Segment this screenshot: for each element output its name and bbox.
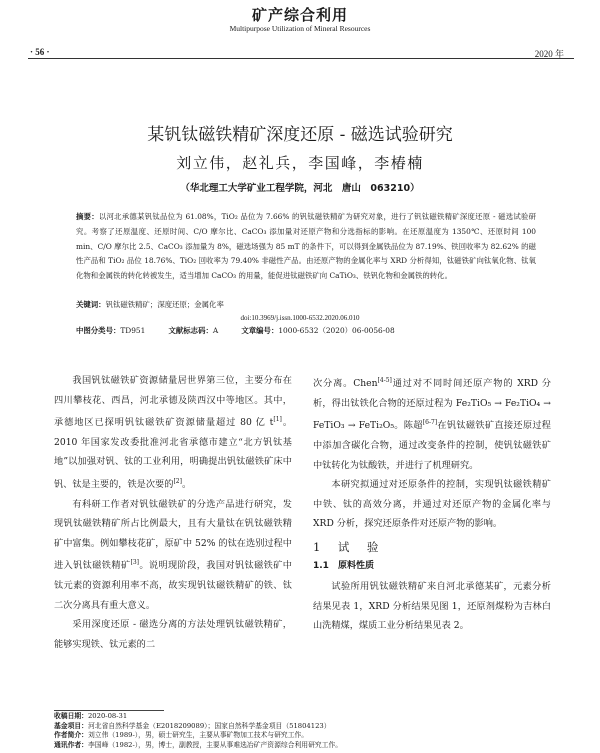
keywords xyxy=(76,299,536,310)
journal-english-name: Multipurpose Utilization of Mineral Resources xyxy=(229,24,371,33)
abstract xyxy=(76,210,536,284)
article-no-value: 1000-6532（2020）06-0056-08 xyxy=(278,326,395,335)
issue-year: 2020 年 xyxy=(534,49,564,59)
doc-code-value: A xyxy=(212,326,219,335)
abstract-text: 以河北承德某钒钛品位为 61.08%，TiO₂ 品位为 7.66% 的钒钛磁铁精矿为研究对象，进行了钒钛磁铁精矿深度还原 - 磁选试验研究。考察了还原温度、还原时间、C/O 摩尔比、CaCO₃ 添加量对还原产物和分选指标的影响。在还原温度为 1350℃、还原时间 100 min、C/O 摩尔比 2.5、CaCO₃ 添加量为 8%，磁选场强为 85 mT 的条件下，可以得到金属铁品位为 87.19%、铁回收率为 82.62% 的磁性产品和 TiO₂ 品位 18.76%、TiO₂ 回收率为 79.40% 非磁性产品。由还原产物的金属化率与 XRD 分析得知，钛磁铁矿向钛氧化物、钛氧化物和金属铁的转化转被发生，适当增加 CaCO₃ 的用量，能促进钛磁铁矿向 CaTiO₃、铁钒化物和金属铁的转化。 xyxy=(76,212,536,281)
doi: doi:10.3969/j.issn.1000-6532.2020.06.010 xyxy=(240,314,360,322)
affiliation: （华北理工大学矿业工程学院，河北 唐山 063210） xyxy=(180,183,420,194)
journal-name: 矿产综合利用 xyxy=(251,6,348,24)
citation: [1] xyxy=(273,416,282,424)
footnote-author: 作者简介：刘立伟（1989-），男，硕士研究生，主要从事矿物加工技术与研究工作。 xyxy=(54,731,309,740)
paper-title: 某钒钛磁铁精矿深度还原 - 磁选试验研究 xyxy=(147,125,453,145)
paragraph-method: 采用深度还原 - 磁选分离的方法处理钒钛磁铁精矿，能够实现铁、钛元素的二 xyxy=(54,619,292,650)
paragraph-intro: 我国钒钛磁铁矿资源储量居世界第三位，主要分布在四川攀枝花、西昌，河北承德及陕西汉中等地区。其中，承德地区已探明钒钛磁铁矿资源储量超过 80 亿 t[1]。2010 年国家发改委批准河北省承德市建立“北方钒钛基地”以加强对钒、钛的工业利用，明确提出钒钛磁铁矿床中钒、钛是主要的，铁是次要的[2]。 xyxy=(54,375,293,491)
clc-label: 中图分类号： xyxy=(76,326,121,335)
footnote-contact: 通讯作者：李国峰（1982-），男，博士，副教授，主要从事难选冶矿产资源综合利用研究工作。 xyxy=(54,740,343,749)
page-number: · 56 · xyxy=(30,47,50,57)
footnote-fund: 基金项目：河北省自然科学基金（E2018209089）；国家自然科学基金项目（51804123） xyxy=(54,721,331,730)
citation: [4-5] xyxy=(377,377,392,384)
paragraph-continued: 次分离。Chen[4-5]通过对不同时间还原产物的 XRD 分析，得出钛铁化合物的还原过程为 Fe₂TiO₅ → Fe₂TiO₄ → FeTiO₃ → FeTi₂O₅。陈超[6-7]在钒钛磁铁矿直接还原过程中添加含碳化合物，通过改变条件的控制，使钒钛磁铁矿中钛转化为钛酸铁，并进行了机理研究。 xyxy=(313,377,551,471)
body-right-column xyxy=(313,371,551,636)
paragraph-materials: 试验所用钒钛磁铁精矿来自河北承德某矿，元素分析结果见表 1，XRD 分析结果见图 1，还原剂煤粉为吉林白山洗精煤，煤质工业分析结果见表 2。 xyxy=(313,581,551,632)
article-no-label: 文章编号： xyxy=(241,326,279,335)
citation: [2] xyxy=(173,478,182,486)
abstract-label: 摘要： xyxy=(76,212,99,221)
classification-line xyxy=(76,325,546,336)
subsection-heading-materials: 1.1 原料性质 xyxy=(313,561,374,572)
footnotes xyxy=(54,712,564,750)
header-rule xyxy=(28,58,574,59)
keywords-text: 钒钛磁铁精矿；深度还原；金属化率 xyxy=(105,300,224,309)
paragraph-aim: 本研究拟通过对还原条件的控制，实现钒钛磁铁精矿中铁、钛的高效分离，并通过对还原产物的金属化率与 XRD 分析，探究还原条件对还原产物的影响。 xyxy=(313,479,551,530)
citation: [3] xyxy=(130,559,139,567)
author-list: 刘立伟，赵礼兵，李国峰，李椿楠 xyxy=(176,154,424,172)
section-heading-experiment: 1 试 验 xyxy=(313,539,382,554)
footnote-rule xyxy=(54,710,164,711)
footnote-received: 收稿日期：2020-08-31 xyxy=(54,712,128,720)
citation: [6-7] xyxy=(422,419,438,427)
paragraph-research: 有科研工作者对钒钛磁铁矿的分选产品进行研究，发现钒钛磁铁精矿所占比例最大，且有大量钛在钒钛磁铁精矿中富集。例如攀枝花矿，原矿中 52% 的钛在选别过程中进入钒钛磁铁精矿[3]。说明现阶段，我国对钒钛磁铁矿中钛元素的资源利用率不高，故实现钒钛磁铁精矿的铁、钛二次分离具有重大意义。 xyxy=(54,498,292,611)
doc-code-label: 文献标志码： xyxy=(168,326,213,335)
keywords-label: 关键词： xyxy=(76,300,106,309)
clc-value: TD951 xyxy=(120,326,146,335)
body-left-column xyxy=(54,371,292,655)
